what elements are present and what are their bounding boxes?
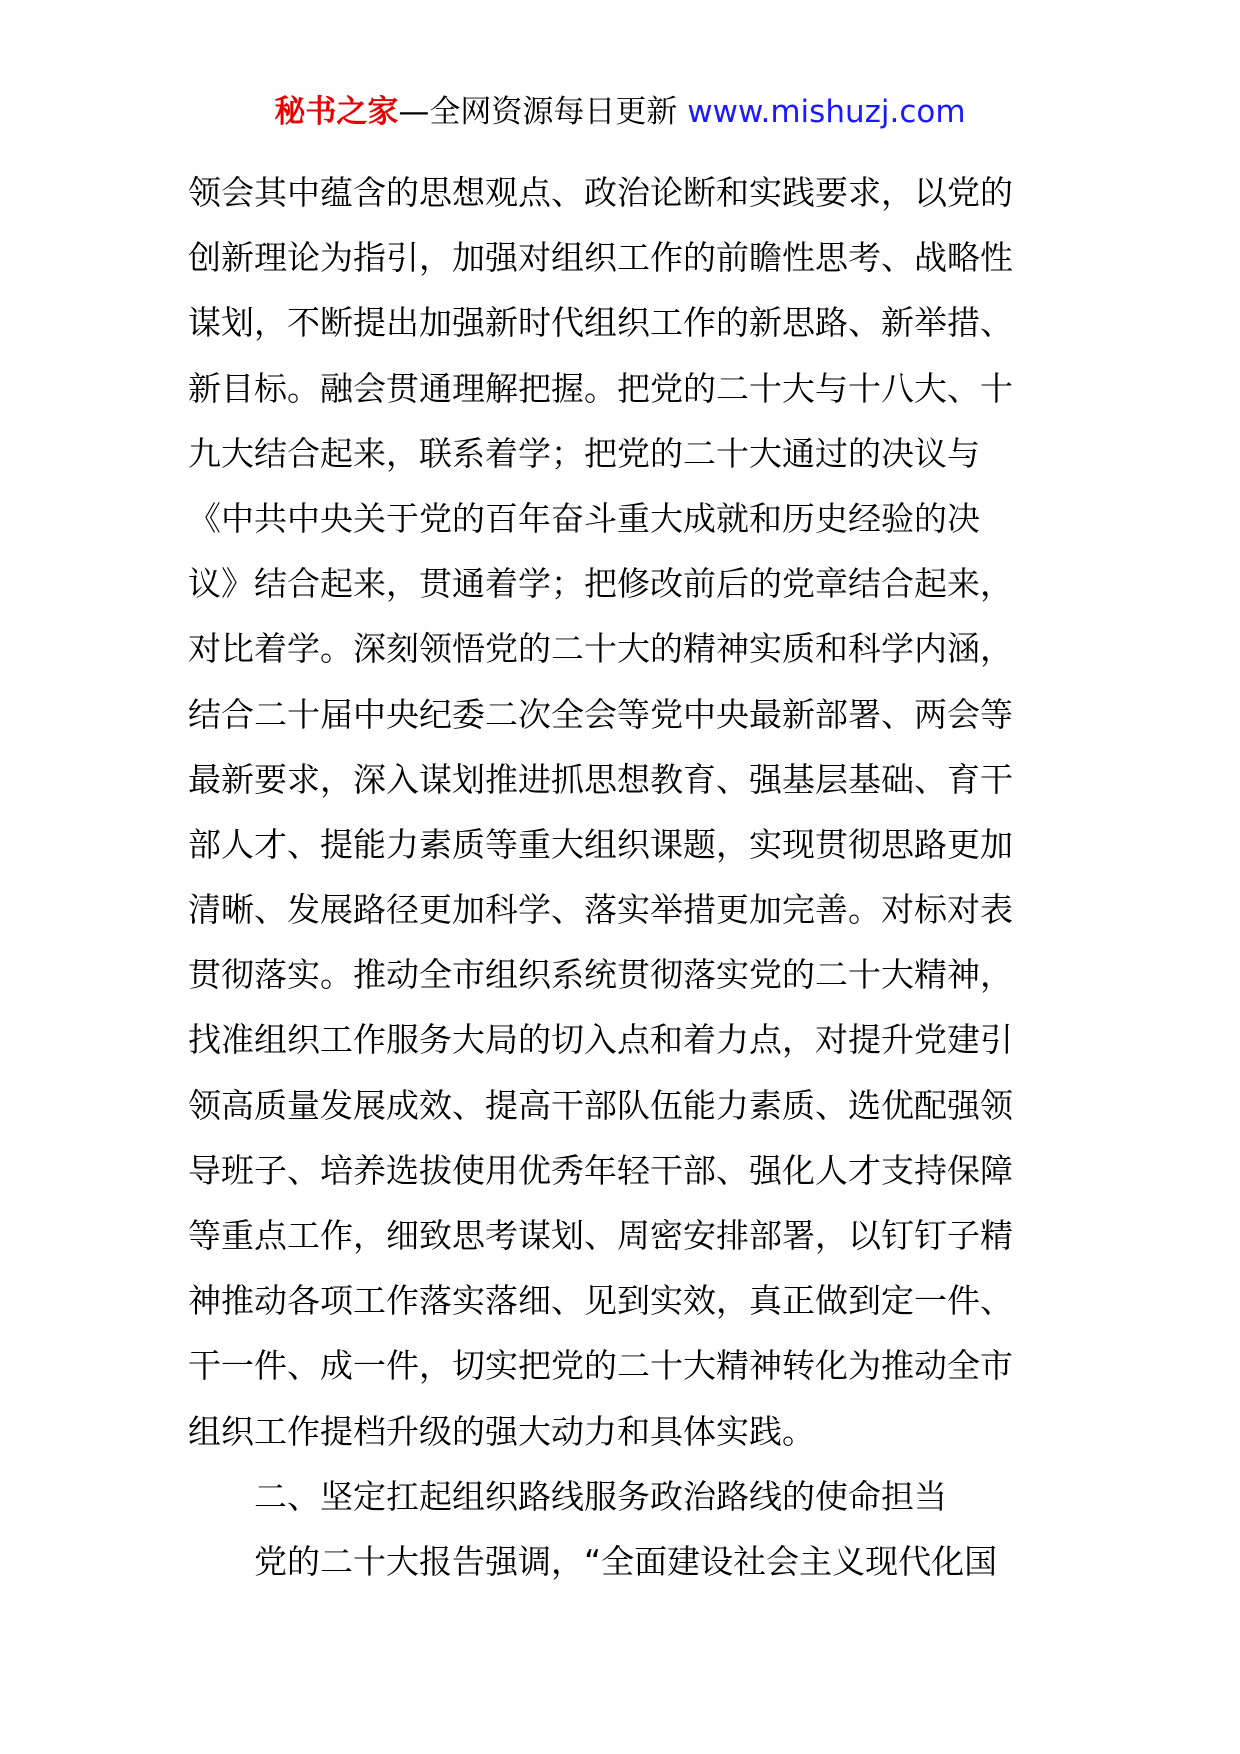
body-line: 领高质量发展成效、提高干部队伍能力素质、选优配强领 [188,1085,1013,1125]
body-line: 贯彻落实。推动全市组织系统贯彻落实党的二十大精神， [188,955,1013,995]
site-brand: 秘书之家 [274,94,399,130]
site-slogan: —全网资源每日更新 [398,94,678,130]
body-line: 九大结合起来，联系着学；把党的二十大通过的决议与 [188,433,980,473]
body-line: 创新理论为指引，加强对组织工作的前瞻性思考、战略性 [188,238,1013,278]
body-line: 《中共中央关于党的百年奋斗重大成就和历史经验的决 [188,498,980,538]
body-line: 清晰、发展路径更加科学、落实举措更加完善。对标对表 [188,890,1013,930]
body-line: 领会其中蕴含的思想观点、政治论断和实践要求，以党的 [188,173,1013,212]
body-line: 新目标。融会贯通理解把握。把党的二十大与十八大、十 [188,368,1013,408]
body-line: 谋划，不断提出加强新时代组织工作的新思路、新举措、 [188,303,1013,343]
paragraph-first-line: 党的二十大报告强调，“全面建设社会主义现代化国 [254,1541,998,1581]
body-line: 等重点工作，细致思考谋划、周密安排部署，以钉钉子精 [188,1216,1013,1255]
body-line: 神推动各项工作落实落细、见到实效，真正做到定一件、 [188,1281,1013,1321]
body-line: 最新要求，深入谋划推进抓思想教育、强基层基础、育干 [188,759,1013,799]
body-line: 部人才、提能力素质等重大组织课题，实现贯彻思路更加 [188,824,1013,864]
body-line: 组织工作提档升级的强大动力和具体实践。 [188,1411,815,1451]
body-line: 结合二十届中央纪委二次全会等党中央最新部署、两会等 [188,694,1013,734]
body-line: 导班子、培养选拔使用优秀年轻干部、强化人才支持保障 [188,1150,1013,1190]
site-url-link[interactable]: www.mishuzj.com [687,94,966,130]
document-body [188,160,1058,1594]
body-line: 对比着学。深刻领悟党的二十大的精神实质和科学内涵， [188,629,1013,669]
body-line: 找准组织工作服务大局的切入点和着力点，对提升党建引 [188,1020,1013,1060]
section-heading: 二、坚定扛起组织路线服务政治路线的使命担当 [254,1476,947,1516]
body-line: 议》结合起来，贯通着学；把修改前后的党章结合起来， [188,564,1013,604]
body-line: 干一件、成一件，切实把党的二十大精神转化为推动全市 [188,1346,1013,1386]
page-header [0,92,1240,132]
